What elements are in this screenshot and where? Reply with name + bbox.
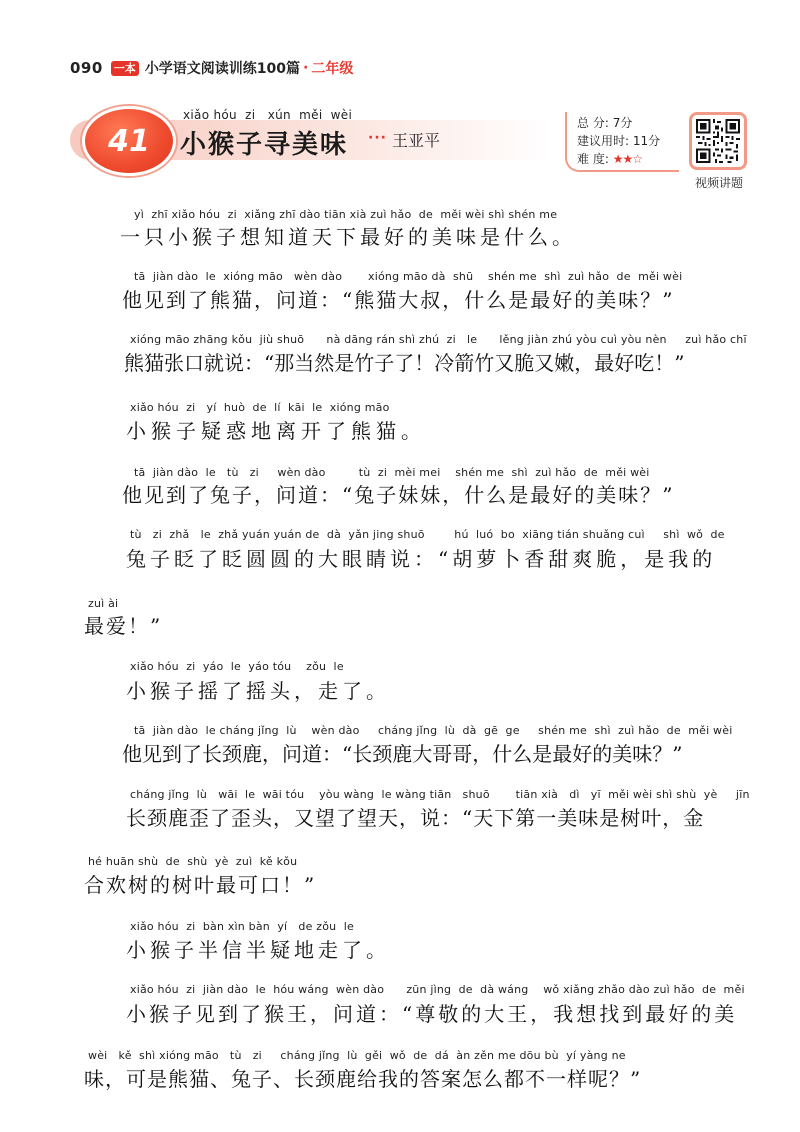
info-box <box>565 112 679 172</box>
difficulty-label: 难 度: <box>577 152 609 166</box>
text-line-7: 最爱！” <box>84 614 163 638</box>
difficulty-star-empty-icon: ☆ <box>632 152 643 166</box>
text-line-14: 味，可是熊猫、兔子、长颈鹿给我的答案怎么都不一样呢？” <box>84 1067 642 1091</box>
pinyin-line-5: tā jiàn dào le tù zi wèn dào tù zi mèi mei shén me shì zuì hǎo de měi wèi <box>134 466 650 479</box>
text-line-6: 兔子眨了眨圆圆的大眼睛说：“胡萝卜香甜爽脆，是我的 <box>126 547 717 571</box>
difficulty-stars-filled-icon: ★★ <box>612 152 633 166</box>
title-dots: ··· <box>368 130 387 146</box>
text-line-12: 小猴子半信半疑地走了。 <box>126 938 390 962</box>
qr-code-icon <box>696 119 740 163</box>
pinyin-line-11: hé huān shù de shù yè zuì kě kǒu <box>88 855 298 868</box>
text-line-8: 小猴子摇了摇头，走了。 <box>126 679 390 703</box>
qr-label: 视频讲题 <box>694 176 743 190</box>
lesson-number: 41 <box>108 123 150 159</box>
series-title: 小学语文阅读训练100篇 <box>144 61 301 77</box>
lesson-number-badge <box>82 106 176 176</box>
grade-label: 二年级 <box>311 61 354 77</box>
pinyin-line-8: xiǎo hóu zi yáo le yáo tóu zǒu le <box>130 660 344 673</box>
separator-dot: · <box>303 60 309 76</box>
title-pinyin: xiǎo hóu zi xún měi wèi <box>183 108 353 122</box>
page-number: 090 <box>70 59 103 77</box>
pinyin-line-4: xiǎo hóu zi yí huò de lí kāi le xióng māo <box>130 401 390 414</box>
pinyin-line-10: cháng jǐng lù wāi le wāi tóu yòu wàng le wàng tiān shuō tiān xià dì yī měi wèi shì shù yè jīn <box>130 788 750 801</box>
pinyin-line-2: tā jiàn dào le xióng māo wèn dào xióng māo dà shū shén me shì zuì hǎo de měi wèi <box>134 270 683 283</box>
text-line-9: 他见到了长颈鹿，问道：“长颈鹿大哥哥，什么是最好的美味？” <box>122 742 683 766</box>
time-row <box>577 132 660 149</box>
pinyin-line-3: xióng māo zhāng kǒu jiù shuō nà dāng rán shì zhú zi le lěng jiàn zhú yòu cuì yòu nèn zuì hǎo chī <box>130 333 747 346</box>
pinyin-line-1: yì zhī xiǎo hóu zi xiǎng zhī dào tiān xià zuì hǎo de měi wèi shì shén me <box>134 208 558 221</box>
text-line-2: 他见到了熊猫，问道：“熊猫大叔，什么是最好的美味？” <box>122 288 675 312</box>
text-line-5: 他见到了兔子，问道：“兔子妹妹，什么是最好的美味？” <box>122 483 675 507</box>
text-line-11: 合欢树的树叶最可口！” <box>84 873 317 897</box>
difficulty-row <box>577 150 643 167</box>
score-value: 7分 <box>612 116 633 130</box>
text-line-1: 一只小猴子想知道天下最好的美味是什么。 <box>120 225 576 249</box>
pinyin-line-6: tù zi zhǎ le zhǎ yuán yuán de dà yǎn jing shuō hú luó bo xiāng tián shuǎng cuì shì wǒ de <box>130 528 725 541</box>
score-row <box>577 114 632 131</box>
score-label: 总 分: <box>577 116 609 130</box>
text-line-10: 长颈鹿歪了歪头，又望了望天，说：“天下第一美味是树叶，金 <box>126 806 705 830</box>
text-line-3: 熊猫张口就说：“那当然是竹子了！冷箭竹又脆又嫩，最好吃！” <box>124 351 685 375</box>
pinyin-line-14: wèi kě shì xióng māo tù zi cháng jǐng lù gěi wǒ de dá àn zěn me dōu bù yí yàng ne <box>88 1049 626 1062</box>
pinyin-line-7: zuì ài <box>88 597 119 610</box>
qr-code[interactable] <box>689 112 747 170</box>
pinyin-line-9: tā jiàn dào le cháng jǐng lù wèn dào cháng jǐng lù dà gē ge shén me shì zuì hǎo de měi wèi <box>134 724 733 737</box>
time-value: 11分 <box>632 134 661 148</box>
lesson-title: 小猴子寻美味 <box>180 130 349 160</box>
pinyin-line-12: xiǎo hóu zi bàn xìn bàn yí de zǒu le <box>130 920 354 933</box>
author-name: 王亚平 <box>392 131 441 150</box>
pinyin-line-13: xiǎo hóu zi jiàn dào le hóu wáng wèn dào zūn jìng de dà wáng wǒ xiǎng zhǎo dào zuì hǎo de měi <box>130 983 745 996</box>
page-header <box>70 56 353 80</box>
time-label: 建议用时: <box>577 134 630 148</box>
series-logo: 一本 <box>111 61 139 76</box>
text-line-13: 小猴子见到了猴王，问道：“尊敬的大王，我想找到最好的美 <box>126 1002 738 1026</box>
text-line-4: 小猴子疑惑地离开了熊猫。 <box>126 419 426 443</box>
